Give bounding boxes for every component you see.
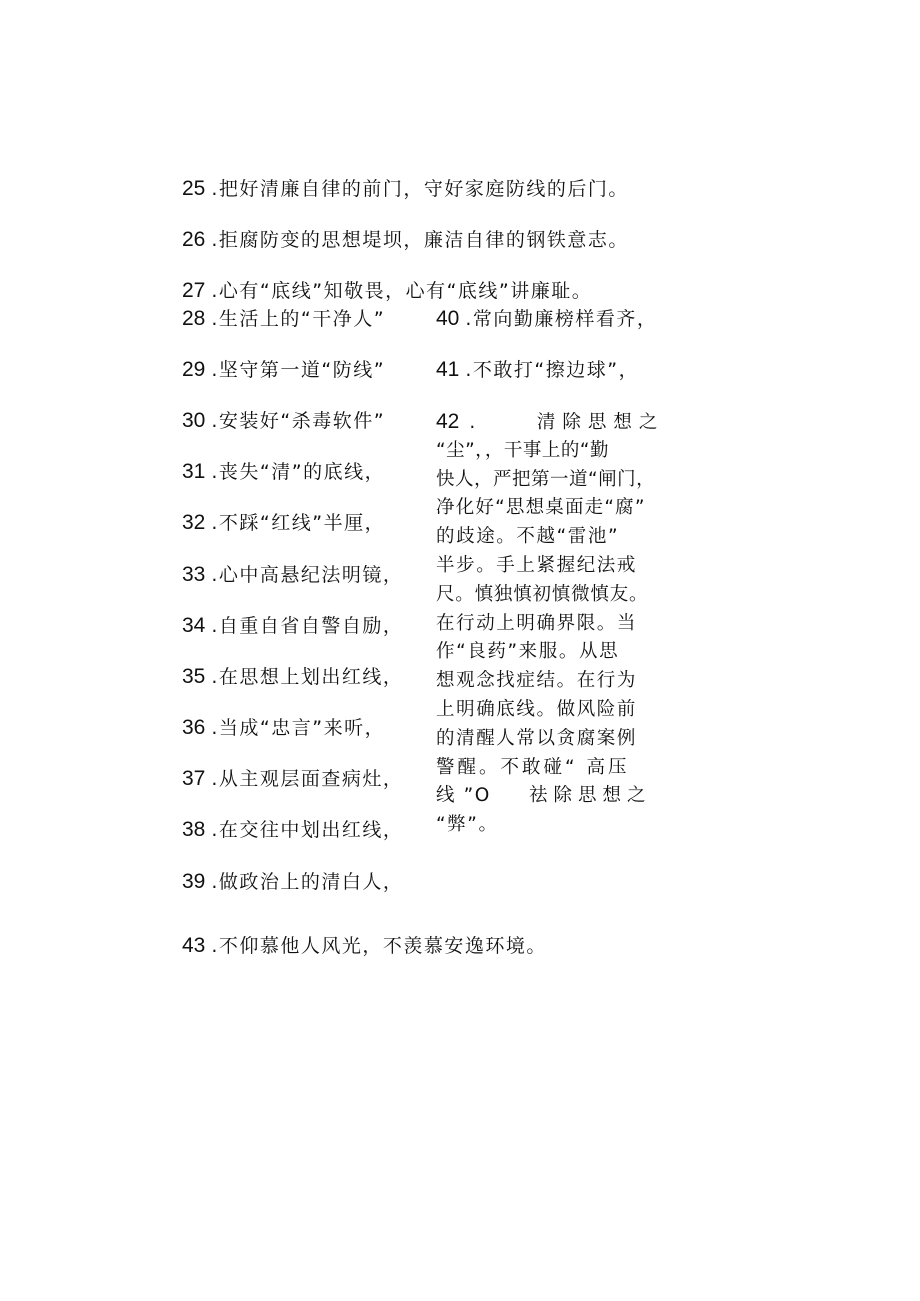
item-number: 32 (182, 511, 206, 534)
item-42-line: “尘”，，干事上的“勤 (436, 439, 610, 461)
item-42-line: 上明确底线。做风险前 (436, 698, 638, 720)
item-42-line: 半步。手上紧握纪法戒 (436, 554, 638, 576)
item-text: .做政治上的清白人， (211, 871, 404, 893)
item-text: .在交往中划出红线， (211, 819, 404, 841)
item-number: 27 (182, 279, 206, 302)
item-42-text: 线 ”O (436, 785, 491, 807)
item-number: 43 (182, 934, 206, 957)
item-42-lead: . (469, 412, 477, 433)
item-42-line: “弊”。 (436, 814, 499, 836)
item-text: .在思想上划出红线， (211, 666, 404, 688)
item-text: .把好清廉自律的前门，守好家庭防线的后门。 (211, 178, 629, 200)
list-item-36 (182, 715, 385, 741)
item-number: 41 (436, 358, 460, 381)
list-item-28 (182, 306, 385, 332)
list-item-29 (182, 357, 385, 383)
item-text: .拒腐防变的思想堤坝，廉洁自律的钢铁意志。 (211, 229, 629, 251)
list-item-30 (182, 408, 385, 434)
list-item-38 (182, 817, 403, 843)
item-text: .心有“底线”知敬畏，心有“底线”讲廉耻。 (211, 280, 593, 302)
list-item-41 (436, 357, 639, 383)
item-text: .生活上的“干净人” (211, 308, 386, 330)
item-text: .坚守第一道“防线” (211, 359, 386, 381)
item-number: 28 (182, 307, 206, 330)
list-item-34 (182, 613, 403, 639)
list-item-33 (182, 562, 403, 588)
item-42-line (436, 408, 665, 437)
item-number: 38 (182, 818, 206, 841)
item-42-line: 的清醒人常以贪腐案例 (436, 727, 638, 749)
list-item-37 (182, 766, 403, 792)
item-number: 34 (182, 614, 206, 637)
item-42-line: 快人，严把第一道“闸门， (436, 468, 656, 490)
item-42-line: 净化好“思想桌面走“腐” (436, 497, 646, 519)
item-text: .常向勤廉榜样看齐， (465, 308, 658, 330)
item-number: 30 (182, 409, 206, 432)
item-text: .当成“忠言”来听， (211, 717, 386, 739)
item-number: 26 (182, 228, 206, 251)
list-item-35 (182, 664, 403, 690)
list-item-31 (182, 459, 385, 485)
item-number: 29 (182, 358, 206, 381)
item-number: 36 (182, 716, 206, 739)
item-number: 35 (182, 665, 206, 688)
item-42-text: 清除思想之 (536, 412, 665, 433)
list-item-32 (182, 510, 385, 536)
item-number: 40 (436, 307, 460, 330)
item-number: 25 (182, 177, 206, 200)
item-42-line (436, 782, 661, 811)
item-42-line: 作“良药”来服。从思 (436, 641, 620, 663)
item-number: 37 (182, 767, 206, 790)
list-item-42 (436, 408, 665, 840)
list-item-25 (182, 176, 629, 202)
item-42-line: 的歧途。不越“雷池” (436, 526, 620, 548)
list-item-27 (182, 278, 592, 304)
list-item-43 (182, 933, 547, 959)
item-text: .不仰慕他人风光，不羡慕安逸环境。 (211, 935, 547, 957)
item-number: 39 (182, 870, 206, 893)
list-item-26 (182, 227, 629, 253)
list-item-39 (182, 869, 403, 895)
item-42-line: 想观念找症结。在行为 (436, 670, 638, 692)
item-number: 42 (436, 410, 460, 433)
item-number: 33 (182, 563, 206, 586)
item-42-text: 祛除思想之 (528, 785, 652, 807)
item-42-line: 在行动上明确界限。当 (436, 612, 638, 634)
item-number: 31 (182, 460, 206, 483)
item-text: .丧失“清”的底线， (211, 461, 386, 483)
item-42-line: 尺。慎独慎初慎微慎友。 (436, 583, 649, 605)
list-item-40 (436, 306, 657, 332)
item-text: .不踩“红线”半厘， (211, 512, 386, 534)
item-text: .不敢打“擦边球”， (465, 359, 640, 381)
item-42-line: 警醒。不敢碰“ 高压 (436, 756, 630, 778)
item-text: .心中高悬纪法明镜， (211, 564, 404, 586)
item-text: .安装好“杀毒软件” (211, 410, 386, 432)
item-text: .从主观层面查病灶， (211, 768, 404, 790)
item-text: .自重自省自警自励， (211, 615, 404, 637)
